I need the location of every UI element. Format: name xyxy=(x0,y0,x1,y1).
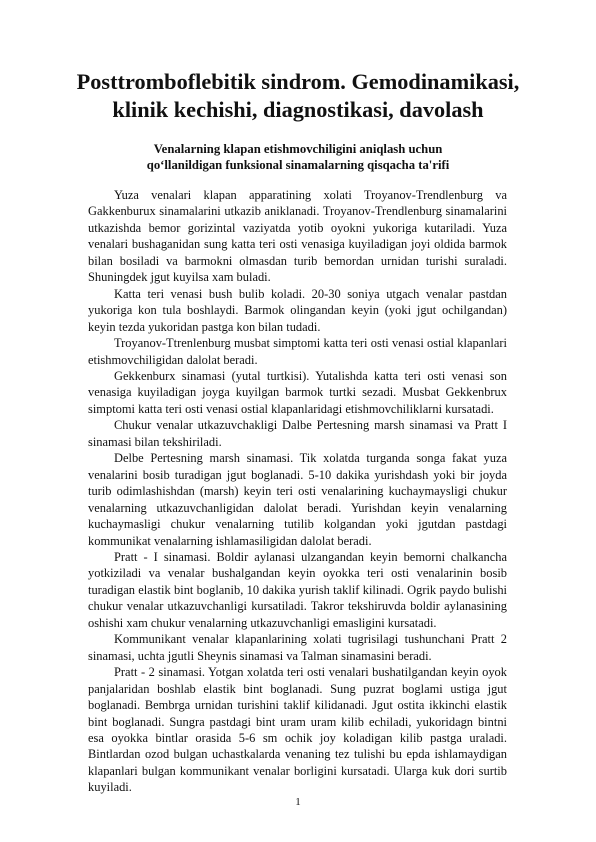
paragraph: Delbe Pertesning marsh sinamasi. Tik xolatda turganda songa fakat yuza venalarini bosib turadigan jgut boglanadi. 5-10 dakika yurishdash yoki bir joyda turib odimlashishdan (marsh) keyin teri osti venalarining kuchaymaysligi chukur venalarning utkazuvchanligidan dalolat beradi. Yurishdan keyin venalarning kuchaymasligi chukur venalarning tutilib kolgandan yoki jgutdan pastdagi kommunikat venalarning ishlamasiligidan dalolat beradi. xyxy=(88,451,507,548)
subtitle-line-2: qo‘llanildigan funksional sinamalarning qisqacha ta'rifi xyxy=(146,158,450,172)
paragraph: Katta teri venasi bush bulib koladi. 20-30 soniya utgach venalar pastdan yukoriga kon tula boshlaydi. Barmok olingandan keyin (yoki jgut ochilgandan) keyin tezda yukoridan pastga kon bilan tudadi. xyxy=(88,286,507,334)
page-number: 1 xyxy=(295,796,301,808)
paragraph: Troyanov-Ttrenlenburg musbat simptomi katta teri osti venasi ostial klapanlari etishmovchiligidan dalolat beradi. xyxy=(88,336,507,367)
section-subtitle xyxy=(70,141,526,173)
paragraph: Kommunikant venalar klapanlarining xolati tugrisilagi tushunchani Pratt 2 sinamasi, uchta jgutli Sheynis sinamasi va Talman sinamasini beradi. xyxy=(88,632,507,663)
title-line-2: klinik kechishi, diagnostikasi, davolash xyxy=(112,97,484,122)
document-title xyxy=(60,68,536,124)
body-text xyxy=(88,187,507,796)
paragraph: Pratt - I sinamasi. Boldir aylanasi ulzangandan keyin bemorni chalkancha yotkiziladi va venalar bushalgandan keyin oyokka teri osti venalarinin bosib turadigan elastik bint boglanib, 10 dakika yurish taklif kilinadi. Ogrik paydo bulishi chukur venalar utkazuvchanligi kursatiladi. Takror tekshiruvda boldir aylanasining oshishi xam chukur venalarning utkazuvchanligi emasligini kursatadi. xyxy=(88,549,507,630)
paragraph: Pratt - 2 sinamasi. Yotgan xolatda teri osti venalari bushatilgandan keyin oyok panjalaridan boshlab elastik bint boglanadi. Sung puzrat boglami ustiga jgut boglanadi. Bembrga urnidan turishini taklif kilidanadi. Jgut ostita ikkinchi elastik bint boglanadi. Sungra pastdagi bint uram uram kilib echiladi, yukoridagn bintni esa oyokka bintlar orasida 5-6 sm ochik joy koladigan kilib pastga uraladi. Bintlardan ozod bulgan uchastkalarda venaning tez tulishi bu epda ishlamaydigan klapanlari bulgan kommunikant venalar borligini kursatadi. Ularga kuk dori surtib kuyiladi. xyxy=(88,665,507,795)
subtitle-line-1: Venalarning klapan etishmovchiligini aniqlash uchun xyxy=(153,142,443,156)
paragraph: Yuza venalari klapan apparatining xolati Troyanov-Trendlenburg va Gakkenburux sinamalarini utkazib aniklanadi. Troyanov-Trendlenburg sinamalarini utkazishda bemor gorizintal vaziyatda yotib oyokni yukoriga kutariladi. Yuza venalari bushaganidan sung katta teri osti venasiga kuyiladigan joyi oldida barmok bilan bosiladi va barmokni olmasdan turib bemordan urnidan turishi suraladi. Shuningdek jgut kuyilsa xam buladi. xyxy=(88,188,507,285)
paragraph: Gekkenburx sinamasi (yutal turtkisi). Yutalishda katta teri osti venasi son venasiga kuyiladigan joyga kuyilgan barmok turtki sezadi. Musbat Gekkenbrux simptomi katta teri osti venasi ostial klapanlaridagi etishmovchiliklarni kursatadi. xyxy=(88,368,507,416)
paragraph: Chukur venalar utkazuvchakligi Dalbe Pertesning marsh sinamasi va Pratt I sinamasi bilan tekshiriladi. xyxy=(88,418,507,449)
title-line-1: Posttromboflebitik sindrom. Gemodinamikasi, xyxy=(76,69,520,94)
